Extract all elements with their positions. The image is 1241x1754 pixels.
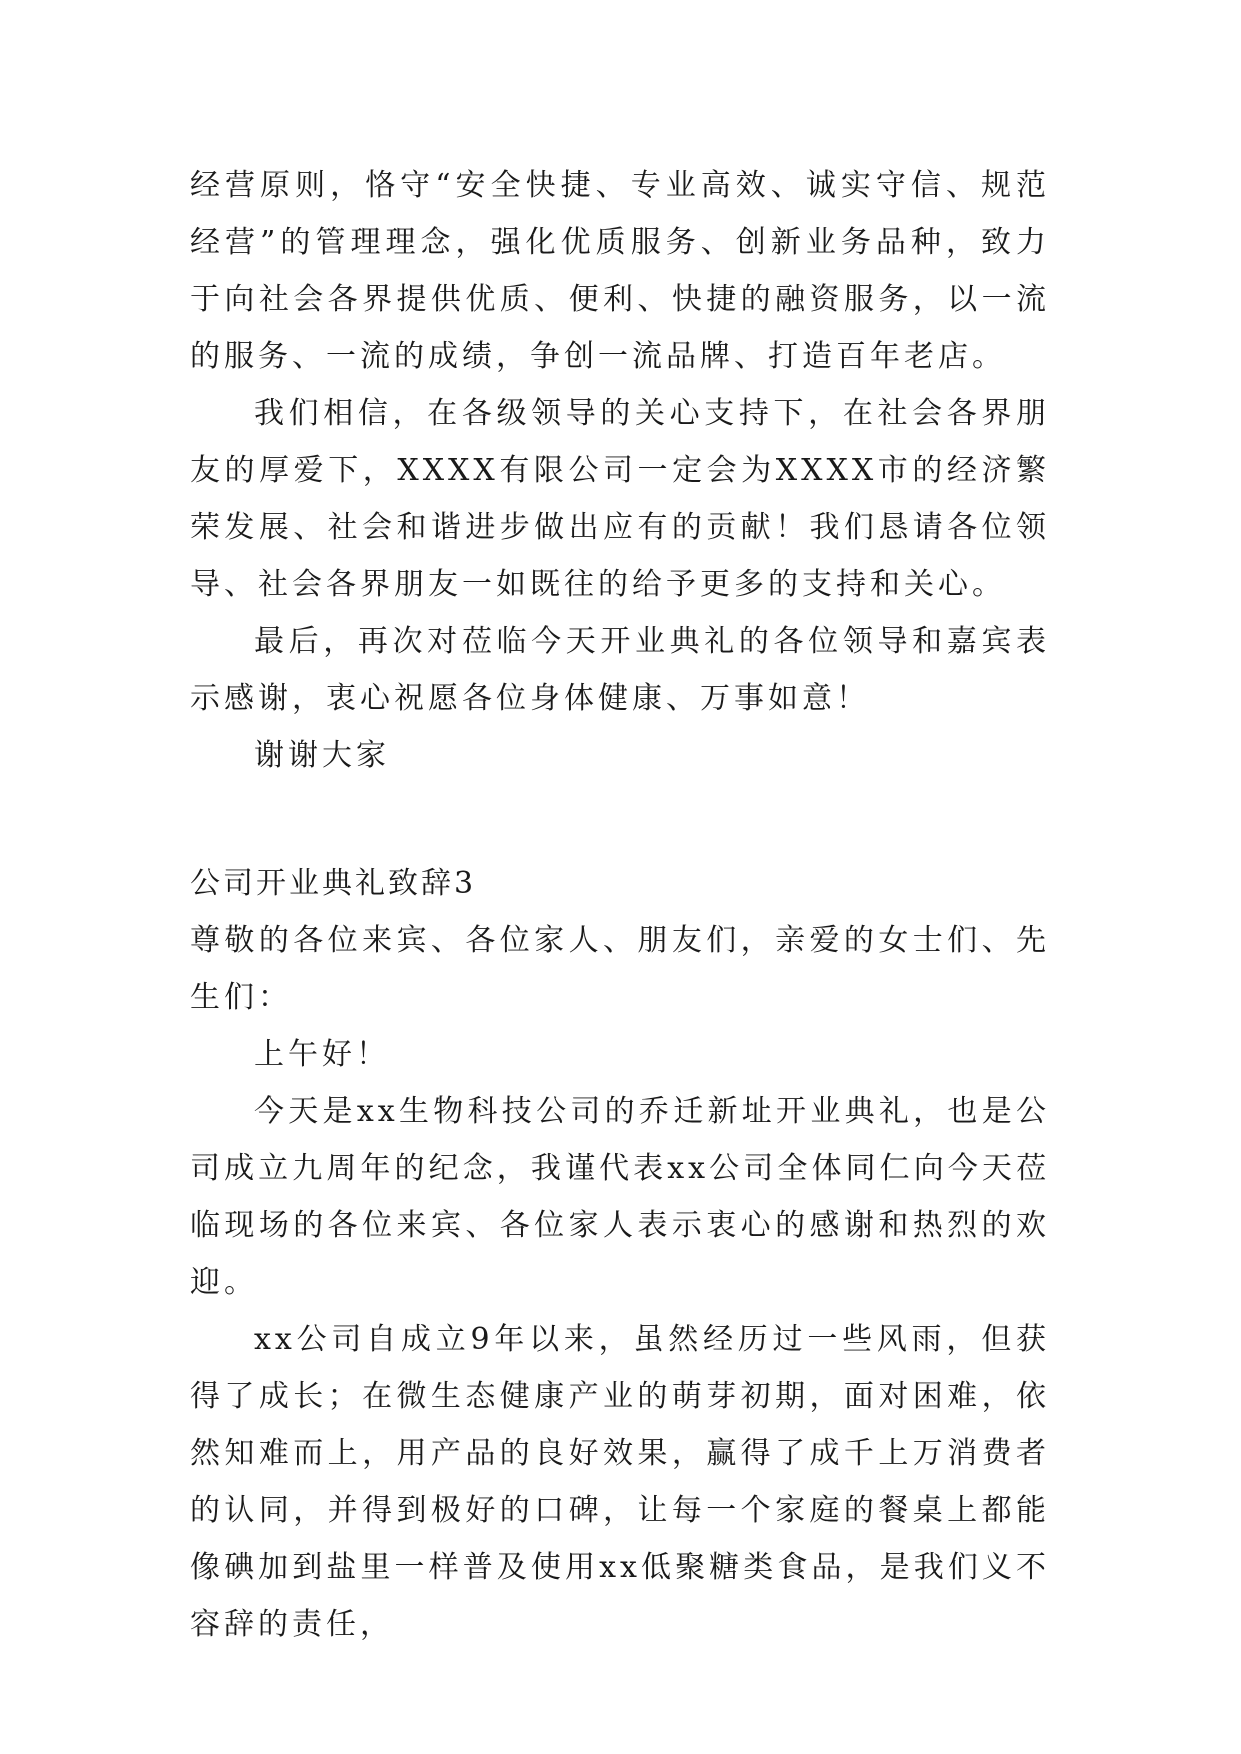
speech-ending-section [190, 157, 1050, 784]
paragraph-opening-ceremony: 今天是xx生物科技公司的乔迁新址开业典礼，也是公司成立九周年的纪念，我谨代表xx公司全体同仁向今天莅临现场的各位来宾、各位家人表示衷心的感谢和热烈的欢迎。 [190, 1094, 1050, 1300]
paragraph-thank-you: 谢谢大家 [254, 738, 390, 773]
salutation: 尊敬的各位来宾、各位家人、朋友们，亲爱的女士们、先生们： [190, 923, 1050, 1015]
paragraph-belief: 我们相信，在各级领导的关心支持下，在社会各界朋友的厚爱下，XXXX有限公司一定会为XXXX市的经济繁荣发展、社会和谐进步做出应有的贡献！我们恳请各位领导、社会各界朋友一如既往的给予更多的支持和关心。 [190, 396, 1050, 602]
paragraph-closing-thanks: 最后，再次对莅临今天开业典礼的各位领导和嘉宾表示感谢，衷心祝愿各位身体健康、万事如意！ [190, 624, 1050, 716]
section-title: 公司开业典礼致辞3 [190, 866, 477, 901]
paragraph-company-history: xx公司自成立9年以来，虽然经历过一些风雨，但获得了成长；在微生态健康产业的萌芽初期，面对困难，依然知难而上，用产品的良好效果，赢得了成千上万消费者的认同，并得到极好的口碑，让每一个家庭的餐桌上都能像碘加到盐里一样普及使用xx低聚糖类食品，是我们义不容辞的责任， [190, 1322, 1050, 1642]
paragraph-greeting: 上午好！ [254, 1037, 390, 1072]
speech-3-section [190, 855, 1050, 1653]
paragraph-operating-principle: 经营原则，恪守“安全快捷、专业高效、诚实守信、规范经营”的管理理念，强化优质服务、创新业务品种，致力于向社会各界提供优质、便利、快捷的融资服务，以一流的服务、一流的成绩，争创一流品牌、打造百年老店。 [190, 168, 1050, 374]
